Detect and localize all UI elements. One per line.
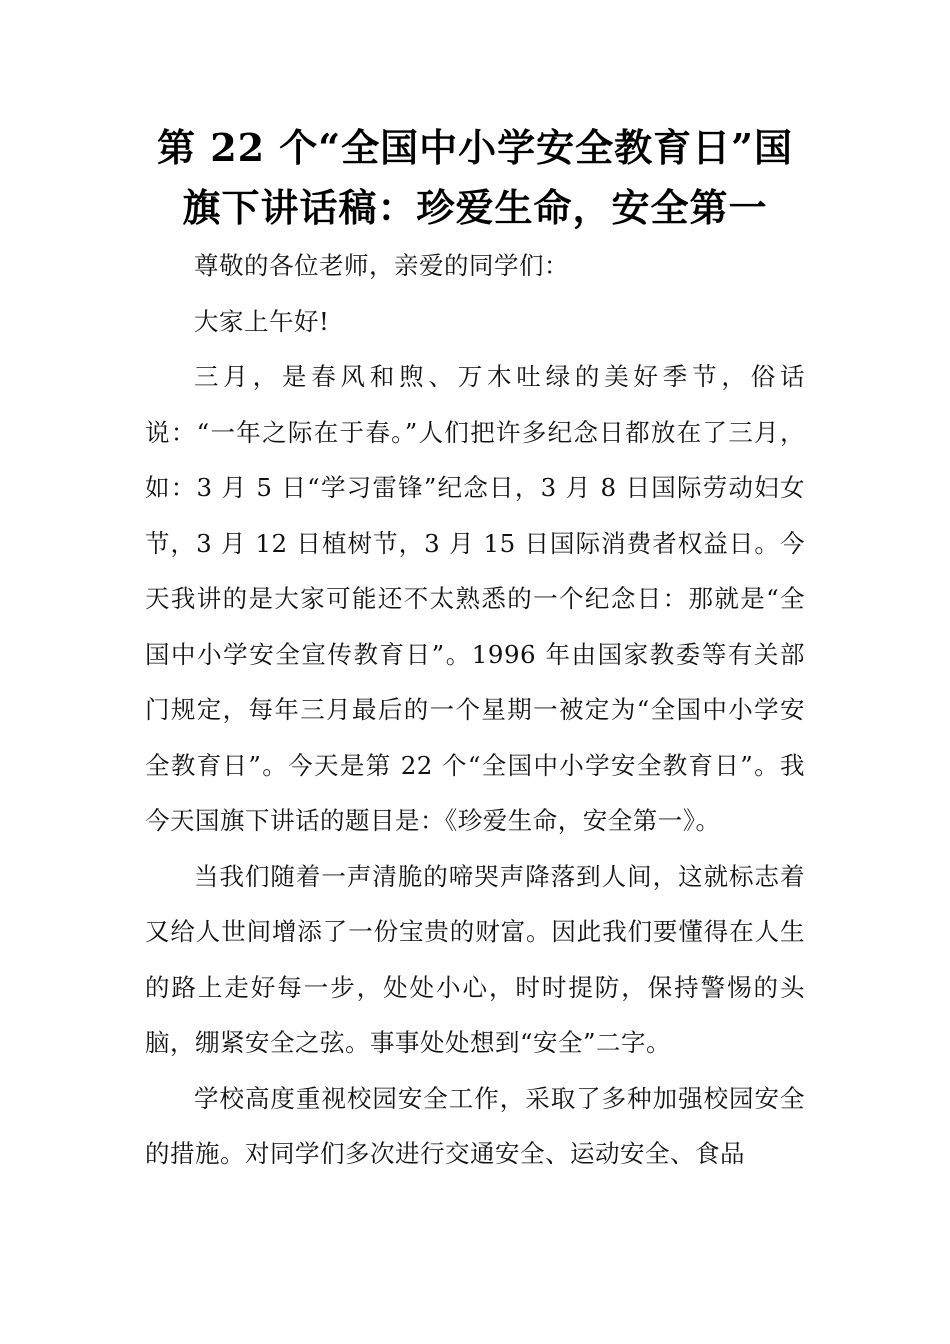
document-title: [0, 118, 950, 238]
paragraph-life: 当我们随着一声清脆的啼哭声降落到人间，这就标志着又给人世间增添了一份宝贵的财富。因此我们要懂得在人生的路上走好每一步，处处小心，时时提防，保持警惕的头脑，绷紧安全之弦。事事处处想到“安全”二字。: [145, 861, 805, 1057]
paragraph-school: 学校高度重视校园安全工作，采取了多种加强校园安全的措施。对同学们多次进行交通安全、运动安全、食品: [145, 1083, 805, 1168]
title-line-1: 第 22 个“全国中小学安全教育日”国: [156, 125, 794, 170]
title-line-2: 旗下讲话稿：珍爱生命，安全第一: [182, 185, 768, 230]
paragraph-march: 三月，是春风和煦、万木吐绿的美好季节，俗话说：“一年之际在于春。”人们把许多纪念日都放在了三月，如：3 月 5 日“学习雷锋”纪念日，3 月 8 日国际劳动妇女节，3 月 12 日植树节，3 月 15 日国际消费者权益日。今天我讲的是大家可能还不太熟悉的一个纪念日：那就是“全国中小学安全宣传教育日”。1996 年由国家教委等有关部门规定，每年三月最后的一个星期一被定为“全国中小学安全教育日”。今天是第 22 个“全国中小学安全教育日”。我今天国旗下讲话的题目是：《珍爱生命，安全第一》。: [145, 362, 805, 835]
paragraph-greeting: 大家上午好!: [194, 306, 330, 336]
paragraph-salutation: 尊敬的各位老师，亲爱的同学们：: [194, 251, 569, 280]
document-body: [145, 238, 805, 1182]
